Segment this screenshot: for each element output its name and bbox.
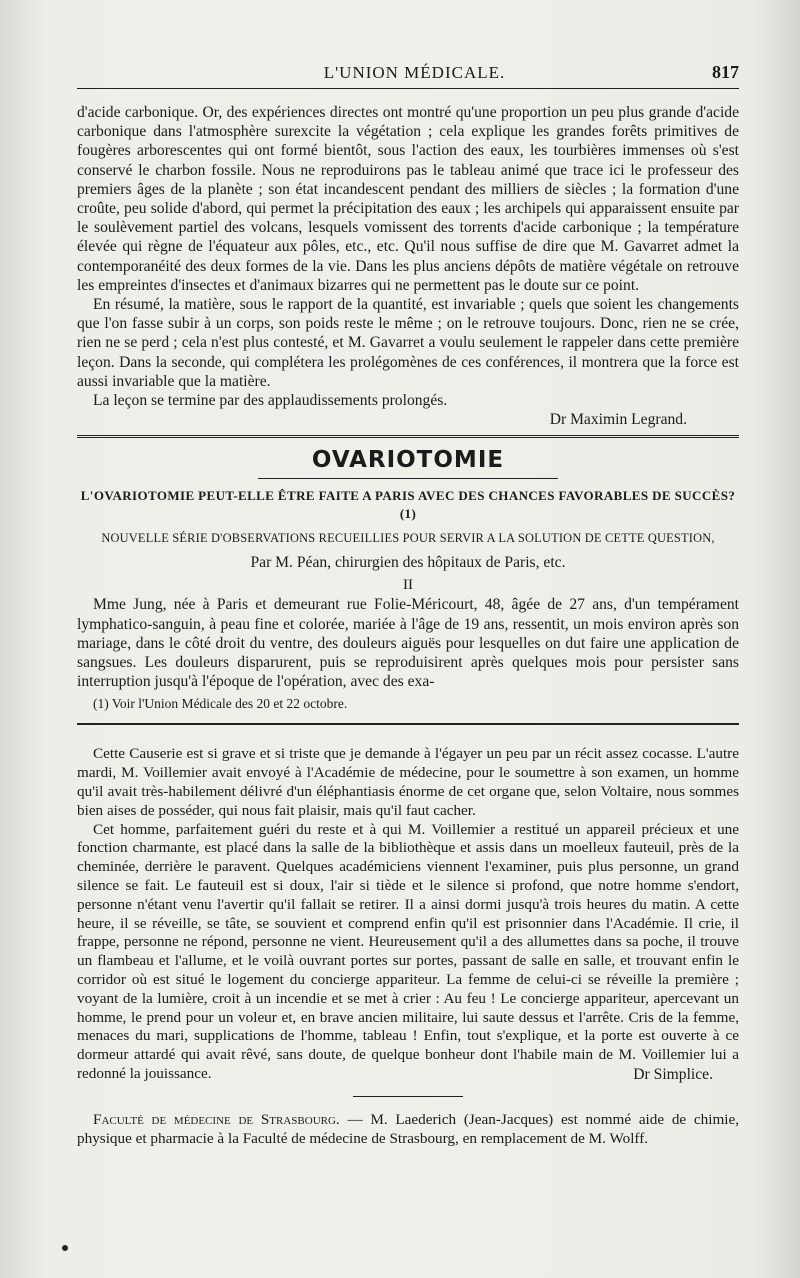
author-line: Par M. Péan, chirurgien des hôpitaux de Paris, etc. bbox=[250, 554, 566, 572]
margin-dot bbox=[62, 1245, 68, 1251]
section-divider bbox=[77, 435, 739, 438]
signature: Dr Maximin Legrand. bbox=[549, 411, 687, 429]
paragraph: d'acide carbonique. Or, des expériences directes ont montré qu'une proportion un peu plus grande d'acide carbonique dans l'atmosphère surexcite la végétation ; cela explique les grandes forêts primitives de fougères arborescentes qui ont formé bientôt, sous l'action des eaux, les tourbières immenses où s'est conservé le charbon fossile. Nous ne reproduirons pas le tableau animé que trace ici le professeur des premiers âges de la planète ; son état incandescent pendant des milliers de siècles ; la formation d'une croûte, peu solide d'abord, qui permet la précipitation des eaux ; les archipels qui apparaissent ensuite par le soulèvement partiel des volcans, lesquels vomissent des torrents d'acide carbonique ; la température élevée qui règne de l'équateur aux pôles, etc., etc. Qu'il nous suffise de dire que M. Gavarret admet la contemporanéité des deux formes de la vie. Dans les plus anciens dépôts de matière végétale on retrouve les empreintes d'insectes et d'animaux bizarres qui ne permettent pas le doute sur ce point. bbox=[77, 104, 739, 294]
center-divider bbox=[353, 1096, 463, 1097]
feuilleton-divider bbox=[77, 723, 739, 725]
journal-title: L'UNION MÉDICALE. bbox=[323, 63, 506, 82]
series-line: NOUVELLE SÉRIE D'OBSERVATIONS RECUEILLIES POUR SERVIR A LA SOLUTION DE CETTE QUESTION, bbox=[101, 531, 715, 546]
article-ovariotomie bbox=[77, 446, 739, 713]
article-gavarret bbox=[77, 103, 739, 429]
faculty-notice bbox=[77, 1111, 739, 1149]
paragraph: En résumé, la matière, sous le rapport de la quantité, est invariable ; quels que soient les changements que l'on fasse subir à un corps, son poids reste le même ; on le retrouve toujours. Donc, rien ne se crée, rien ne se perd ; cela n'est plus contesté, et M. Gavarret a voulu seulement le rappeler dans cette première leçon. Dans la seconde, qui complétera les prolégomènes de ces conférences, il montrera que la force est aussi invariable que la matière. bbox=[77, 296, 739, 390]
footnote: (1) Voir l'Union Médicale des 20 et 22 octobre. bbox=[93, 696, 348, 712]
title-rule bbox=[258, 478, 558, 479]
section-number: II bbox=[403, 577, 413, 594]
notice-label: Faculté de médecine de Strasbourg. bbox=[93, 1111, 340, 1129]
article-subtitle: L'OVARIOTOMIE PEUT-ELLE ÊTRE FAITE A PARIS AVEC DES CHANCES FAVORABLES DE SUCCÈS? (1) bbox=[80, 488, 736, 522]
running-header bbox=[77, 62, 739, 89]
section-title: OVARIOTOMIE bbox=[311, 447, 505, 474]
page-content bbox=[77, 62, 739, 1149]
signature: Dr Simplice. bbox=[633, 1065, 713, 1083]
page-number: 817 bbox=[712, 62, 739, 82]
feuilleton-causerie bbox=[77, 745, 739, 1084]
paragraph: La leçon se termine par des applaudissements prolongés. bbox=[93, 392, 448, 410]
paragraph: Mme Jung, née à Paris et demeurant rue Folie-Méricourt, 48, âgée de 27 ans, d'un tempérament lymphatico-sanguin, à peau fine et colorée, mariée à l'âge de 19 ans, ressentit, un mois environ après son mariage, dans le côté droit du ventre, des douleurs aiguës pour lesquelles on dut faire une application de sangsues. Les douleurs disparurent, puis se reproduisirent après quelques mois pour persister sans interruption jusqu'à l'époque de l'opération, avec des exa- bbox=[77, 596, 739, 691]
paragraph: Cette Causerie est si grave et si triste que je demande à l'égayer un peu par un récit assez cocasse. L'autre mardi, M. Voillemier avait envoyé à l'Académie de médecine, pour le soumettre à son examen, un homme qu'il avait très-habilement délivré d'un éléphantiasis énorme de cet organe que, selon Voltaire, nous sommes bien aises de posséder, qui nous fait plaisir, mais qu'il faut cacher. bbox=[77, 745, 739, 819]
paragraph: Cet homme, parfaitement guéri du reste et à qui M. Voillemier a restitué un appareil précieux et une fonction charmante, est placé dans la salle de la bibliothèque et assis dans un moelleux fauteuil, près de la cheminée, derrière le paravent. Quelques académiciens viennent l'examiner, puis plus personne, un grand silence se fait. Le fauteuil est si doux, l'air si tiède et le silence si profond, que notre homme s'endort, personne n'étant venu l'avertir qu'il fallait se retirer. Il a ainsi dormi jusqu'à trois heures du matin. A cette heure, il se réveille, se tâte, se souvient et comprend enfin qu'il est prisonnier dans l'Académie. Il crie, il frappe, personne ne répond, personne ne vient. Heureusement qu'il a des allumettes dans sa poche, il trouve un flambeau et l'allume, et le voilà ouvrant portes sur portes, passant de salle en salle, et trouvant enfin le corridor où est situé le logement du concierge appariteur. La femme de celui-ci se réveille la première ; voyant de la lumière, croit à un incendie et se met à crier : Au feu ! Le concierge appariteur, apercevant un homme, le prend pour un voleur et, en brave ancien militaire, lui saute dessus et l'arrête. Cris de la femme, menaces du mari, supplications de l'homme, tableau ! Enfin, tout s'explique, et la porte est ouverte à ce dormeur attardé qui avait rêvé, sans doute, de quelque bonheur dont l'habile main de M. Voillemier lui a redonné la jouissance. bbox=[77, 820, 739, 1083]
notice-text: — M. Laederich (Jean-Jacques) est nommé aide de chimie, physique et pharmacie à la Faculté de médecine de Strasbourg, en remplacement de M. Wolff. bbox=[77, 1111, 740, 1147]
